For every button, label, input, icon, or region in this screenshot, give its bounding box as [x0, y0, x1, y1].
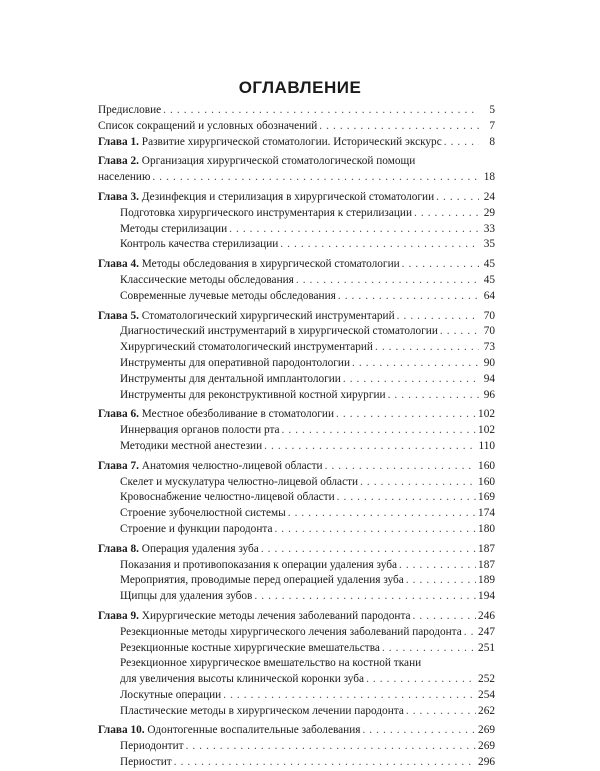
dot-leader: [282, 423, 477, 439]
chapter-title: Анатомия челюстно-лицевой области: [141, 459, 323, 472]
toc-page-number: 35: [483, 238, 495, 251]
toc-page-number: 8: [489, 135, 495, 148]
section-title: Щипцы для удаления зубов: [120, 590, 253, 603]
section-title: Строение и функции пародонта: [120, 522, 273, 535]
section-title: Диагностический инструментарий в хирургической стоматологии: [120, 325, 438, 338]
chapter-label: Глава 4.: [98, 258, 139, 271]
toc-page-number: 90: [483, 356, 495, 369]
toc-entry-preface[interactable]: [98, 103, 495, 119]
dot-leader: [362, 723, 476, 739]
section-title: Периодонтит: [120, 740, 184, 753]
dot-leader: [223, 688, 476, 704]
toc-page-number: 269: [478, 740, 495, 753]
dot-leader: [388, 388, 479, 404]
toc-page-number: 246: [478, 609, 495, 622]
chapter-title: Развитие хирургической стоматологии. Исторический экскурс: [141, 135, 442, 148]
toc-section[interactable]: [98, 641, 495, 657]
dot-leader: [274, 522, 476, 538]
toc-section[interactable]: [98, 755, 495, 771]
dot-leader: [413, 609, 477, 625]
dot-leader: [343, 372, 479, 388]
dot-leader: [264, 439, 476, 455]
toc-page-number: 194: [478, 590, 495, 603]
dot-leader: [254, 589, 476, 605]
toc-chapter-3[interactable]: [98, 190, 495, 206]
section-title: Резекционное хирургическое вмешательство на костной ткани: [120, 657, 422, 670]
section-title: Инструменты для реконструктивной костной хирургии: [120, 388, 386, 401]
toc-entry-text: Предисловие: [98, 104, 162, 116]
section-title: Методы стерилизации: [120, 222, 228, 235]
chapter-label: Глава 10.: [98, 724, 145, 737]
toc-page-number: 254: [478, 688, 495, 701]
toc-section[interactable]: [98, 688, 495, 704]
dot-leader: [444, 135, 479, 151]
dot-leader: [325, 459, 476, 475]
toc-page-number: 110: [478, 439, 495, 452]
dot-leader: [406, 573, 476, 589]
toc-page-number: 187: [478, 558, 495, 571]
chapter-label: Глава 6.: [98, 408, 139, 421]
toc-section-cont[interactable]: [98, 672, 495, 688]
toc-entry-text: Список сокращений и условных обозначений: [98, 119, 318, 132]
section-title: Иннервация органов полости рта: [120, 424, 280, 437]
toc-section[interactable]: [98, 490, 495, 506]
toc-page-number: 96: [483, 388, 495, 401]
section-title: Лоскутные операции: [120, 688, 222, 701]
dot-leader: [288, 506, 476, 522]
toc-entry-abbreviations[interactable]: [98, 119, 495, 135]
toc-page-number: 7: [489, 119, 495, 132]
page-title: ОГЛАВЛЕНИЕ: [238, 78, 362, 97]
toc-page-number: 45: [483, 258, 495, 271]
section-title: Инструменты для дентальной имплантологии: [120, 372, 341, 385]
toc-page-number: 169: [478, 491, 495, 504]
chapter-title: Организация хирургической стоматологической помощи: [141, 155, 416, 168]
dot-leader: [399, 558, 476, 574]
toc-section[interactable]: [98, 222, 495, 238]
section-title: Кровоснабжение челюстно-лицевой области: [120, 491, 335, 504]
toc-page-number: 252: [478, 673, 495, 686]
dot-leader: [174, 755, 476, 771]
toc-chapter-2-cont[interactable]: [98, 170, 495, 186]
toc-section[interactable]: [98, 372, 495, 388]
toc-section[interactable]: [98, 439, 495, 455]
toc-chapter-7[interactable]: [98, 459, 495, 475]
toc-page-number: 262: [478, 704, 495, 717]
section-title: Показания и противопоказания к операции удаления зуба: [120, 558, 397, 571]
dot-leader: [397, 309, 479, 325]
section-title: Скелет и мускулатура челюстно-лицевой области: [120, 475, 359, 488]
toc-section[interactable]: [98, 625, 495, 641]
section-title: Современные лучевые методы обследования: [120, 289, 336, 302]
dot-leader: [337, 490, 476, 506]
section-title: Мероприятия, проводимые перед операцией удаления зуба: [120, 574, 404, 587]
dot-leader: [296, 273, 479, 289]
toc-page-number: 33: [483, 222, 495, 235]
section-title: Резекционные методы хирургического лечения заболеваний пародонта: [120, 625, 462, 638]
chapter-title: Хирургические методы лечения заболеваний пародонта: [141, 609, 411, 622]
table-of-contents: [98, 103, 495, 771]
chapter-title-cont: населению: [98, 171, 151, 184]
toc-page-number: 296: [478, 756, 495, 769]
toc-section[interactable]: [98, 356, 495, 372]
section-title: Хирургический стоматологический инструментарий: [120, 341, 373, 354]
toc-page-number: 45: [483, 273, 495, 286]
toc-page-number: 251: [478, 641, 495, 654]
dot-leader: [440, 324, 479, 340]
section-title: Классические методы обследования: [120, 273, 294, 286]
toc-page-number: 24: [483, 190, 495, 203]
chapter-title: Местное обезболивание в стоматологии: [141, 408, 334, 421]
toc-chapter-10[interactable]: [98, 723, 495, 739]
chapter-title: Стоматологический хирургический инструментарий: [141, 309, 395, 322]
section-title: Строение зубочелюстной системы: [120, 507, 286, 520]
section-title: Пластические методы в хирургическом лечении пародонта: [120, 704, 404, 717]
toc-page-number: 269: [478, 724, 495, 737]
dot-leader: [336, 407, 476, 423]
dot-leader: [382, 641, 476, 657]
dot-leader: [464, 625, 476, 641]
toc-page-number: 160: [478, 459, 495, 472]
toc-section[interactable]: [98, 573, 495, 589]
toc-page-number: 64: [483, 289, 495, 302]
toc-section[interactable]: [98, 340, 495, 356]
chapter-label: Глава 3.: [98, 190, 139, 203]
toc-chapter-4[interactable]: [98, 257, 495, 273]
dot-leader: [436, 190, 479, 206]
toc-chapter-6[interactable]: [98, 407, 495, 423]
section-title: Контроль качества стерилизации: [120, 238, 279, 251]
toc-chapter-1[interactable]: [98, 135, 495, 151]
toc-section[interactable]: [98, 206, 495, 222]
toc-page-number: 247: [478, 625, 495, 638]
toc-section[interactable]: [98, 522, 495, 538]
dot-leader: [186, 739, 476, 755]
toc-section[interactable]: [98, 289, 495, 305]
section-title: Методики местной анестезии: [120, 439, 263, 452]
toc-page-number: 29: [483, 206, 495, 219]
chapter-label: Глава 2.: [98, 155, 139, 168]
toc-chapter-2[interactable]: [98, 154, 495, 170]
chapter-title: Дезинфекция и стерилизация в хирургической стоматологии: [141, 190, 435, 203]
dot-leader: [352, 356, 479, 372]
toc-section[interactable]: [98, 704, 495, 720]
chapter-label: Глава 7.: [98, 459, 139, 472]
toc-page-number: 102: [478, 424, 495, 437]
dot-leader: [229, 222, 479, 238]
toc-page-number: 189: [478, 574, 495, 587]
toc-section[interactable]: [98, 739, 495, 755]
chapter-label: Глава 1.: [98, 135, 139, 148]
chapter-title: Методы обследования в хирургической стоматологии: [141, 258, 400, 271]
toc-chapter-9[interactable]: [98, 609, 495, 625]
chapter-title: Операция удаления зуба: [141, 542, 259, 555]
section-title: Подготовка хирургического инструментария к стерилизации: [120, 206, 413, 219]
toc-page-number: 18: [483, 171, 495, 184]
dot-leader: [375, 340, 479, 356]
toc-chapter-5[interactable]: [98, 309, 495, 325]
dot-leader: [406, 704, 476, 720]
toc-section[interactable]: [98, 506, 495, 522]
chapter-label: Глава 5.: [98, 309, 139, 322]
toc-section[interactable]: [98, 558, 495, 574]
toc-section[interactable]: [98, 423, 495, 439]
dot-leader: [360, 475, 476, 491]
toc-section[interactable]: [98, 475, 495, 491]
dot-leader: [163, 103, 479, 119]
toc-section[interactable]: [98, 324, 495, 340]
toc-page-number: 70: [483, 325, 495, 338]
toc-section[interactable]: [98, 273, 495, 289]
dot-leader: [414, 206, 479, 222]
toc-page-number: 102: [478, 408, 495, 421]
chapter-title: Одонтогенные воспалительные заболевания: [147, 724, 361, 737]
toc-section[interactable]: [98, 237, 495, 253]
dot-leader: [319, 119, 479, 135]
dot-leader: [152, 170, 479, 186]
chapter-label: Глава 9.: [98, 609, 139, 622]
toc-page-number: 5: [489, 104, 495, 116]
toc-page-number: 94: [483, 372, 495, 385]
toc-page-number: 70: [483, 309, 495, 322]
section-title: Периостит: [120, 756, 172, 769]
dot-leader: [338, 289, 479, 305]
dot-leader: [280, 237, 479, 253]
toc-section[interactable]: [98, 589, 495, 605]
section-title: Резекционные костные хирургические вмешательства: [120, 641, 380, 654]
section-title-cont: для увеличения высоты клинической коронки зуба: [120, 673, 365, 686]
chapter-label: Глава 8.: [98, 542, 139, 555]
toc-chapter-8[interactable]: [98, 542, 495, 558]
section-title: Инструменты для оперативной пародонтологии: [120, 356, 350, 369]
dot-leader: [261, 542, 476, 558]
dot-leader: [402, 257, 479, 273]
toc-page-number: 174: [478, 507, 495, 520]
toc-section[interactable]: [98, 656, 495, 672]
toc-page-number: 160: [478, 475, 495, 488]
toc-page-number: 180: [478, 522, 495, 535]
toc-section[interactable]: [98, 388, 495, 404]
dot-leader: [366, 672, 476, 688]
toc-page-number: 187: [478, 542, 495, 555]
toc-page-number: 73: [483, 341, 495, 354]
